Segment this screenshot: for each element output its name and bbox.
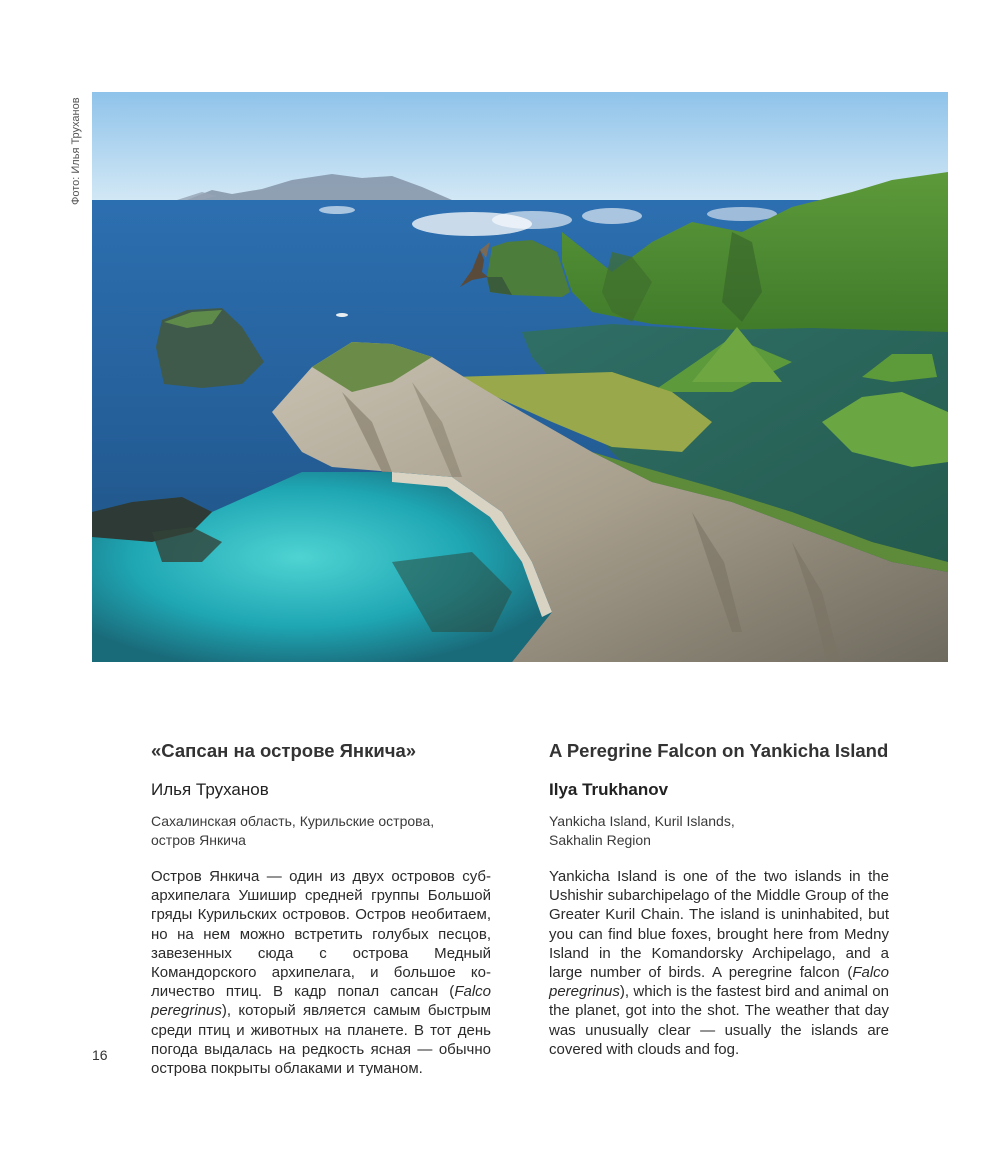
russian-location-line2: остров Янкича	[151, 832, 246, 848]
russian-column	[151, 738, 491, 1078]
english-location	[549, 812, 889, 850]
english-author: Ilya Trukhanov	[549, 780, 669, 799]
english-description-text: Yankicha Island is one of the two islands in the Ushishir subarchipelago of the Middle Group of the Greater Kuril Chain. The island is uninhabited, but you can find blue foxes, brought here from Medny Island in the Komandorsky Archipelago, and a large number of birds. A peregrine falcon (	[549, 868, 889, 982]
english-description	[549, 867, 889, 1059]
english-location-line2: Sakhalin Region	[549, 832, 651, 848]
english-latin-name: Falco peregrinus	[549, 964, 889, 1001]
english-title: A Peregrine Falcon on Yankicha Island	[549, 740, 889, 761]
page-number: 16	[92, 1047, 108, 1063]
russian-location-line1: Сахалинская область, Курильские острова,	[151, 813, 435, 829]
landscape-photo	[92, 92, 948, 662]
photo-credit: Фото: Илья Труханов	[70, 97, 82, 205]
russian-location	[151, 812, 491, 850]
russian-description-text: Остров Янкича — один из двух островов субархипелага Ушишир средней группы Большой гряды Курильских островов. Остров необитаем, но на нем можно встретить голубых песцов, завезенных сюда с острова Медный Командорского архипелага, и большое количество птиц. В кадр попал сапсан (	[151, 868, 491, 1001]
russian-latin-name: Falco peregrinus	[151, 983, 491, 1020]
russian-title: «Сапсан на острове Янкича»	[151, 740, 417, 761]
russian-author: Илья Труханов	[151, 780, 269, 799]
english-description-tail: ), which is the fastest bird and animal on the planet, got into the shot. The weather that day was unusually clear — usually the islands are covered with clouds and fog.	[549, 983, 889, 1058]
english-location-line1: Yankicha Island, Kuril Islands,	[549, 813, 735, 829]
english-column	[549, 738, 889, 1059]
russian-description	[151, 867, 491, 1078]
russian-description-tail: ), который является самым быстрым среди птиц и животных на планете. В тот день погода выдалась на редкость ясная — обычно острова покрыты облаками и туманом.	[151, 1002, 491, 1078]
